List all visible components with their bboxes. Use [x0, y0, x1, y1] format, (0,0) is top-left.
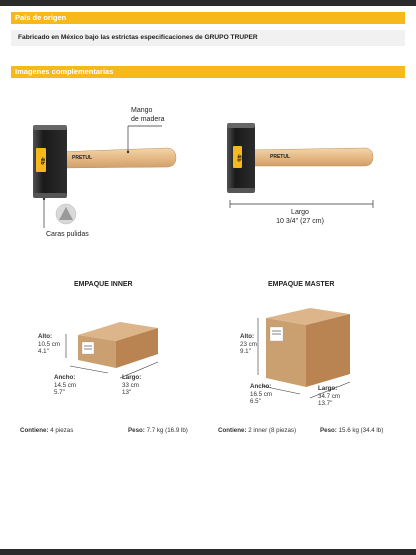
- origin-header: País de origen: [11, 12, 405, 24]
- origin-text: Fabricado en México bajo las estrictas especificaciones de GRUPO TRUPER: [11, 30, 405, 46]
- master-ancho: Ancho: 16.5 cm 6.5'': [250, 383, 273, 405]
- master-weight: Peso: 15.6 kg (34.4 lb): [320, 427, 384, 434]
- inner-largo: Largo: 33 cm 13'': [122, 374, 142, 396]
- images-header: Imagenes complementarias: [11, 66, 405, 78]
- inner-ancho: Ancho: 14.5 cm 5.7'': [54, 374, 77, 396]
- master-largo: Largo: 34.7 cm 13.7'': [318, 385, 341, 407]
- length-value: 10 3/4'' (27 cm): [276, 218, 324, 225]
- hammer-right-brand: PRETUL: [270, 154, 290, 160]
- inner-weight: Peso: 7.7 kg (16.9 lb): [128, 427, 188, 434]
- svg-text:4lb: 4lb: [235, 154, 242, 162]
- inner-alto: Alto: 10.5 cm 4.1'': [38, 333, 61, 355]
- master-contents: Contiene: 2 inner (8 piezas): [218, 427, 297, 434]
- inner-contents: Contiene: 4 piezas: [20, 427, 74, 434]
- master-title: EMPAQUE MASTER: [268, 281, 335, 288]
- hammer-left-brand: PRETUL: [72, 155, 92, 161]
- faces-label: Caras pulidas: [46, 231, 89, 238]
- master-alto: Alto: 23 cm 9.1'': [240, 333, 257, 355]
- handle-label-2: de madera: [131, 116, 165, 123]
- bottom-bar: [0, 549, 416, 555]
- length-label: Largo: [291, 209, 309, 216]
- inner-title: EMPAQUE INNER: [74, 281, 133, 288]
- handle-label-1: Mango: [131, 107, 153, 114]
- svg-text:4lb: 4lb: [39, 157, 45, 165]
